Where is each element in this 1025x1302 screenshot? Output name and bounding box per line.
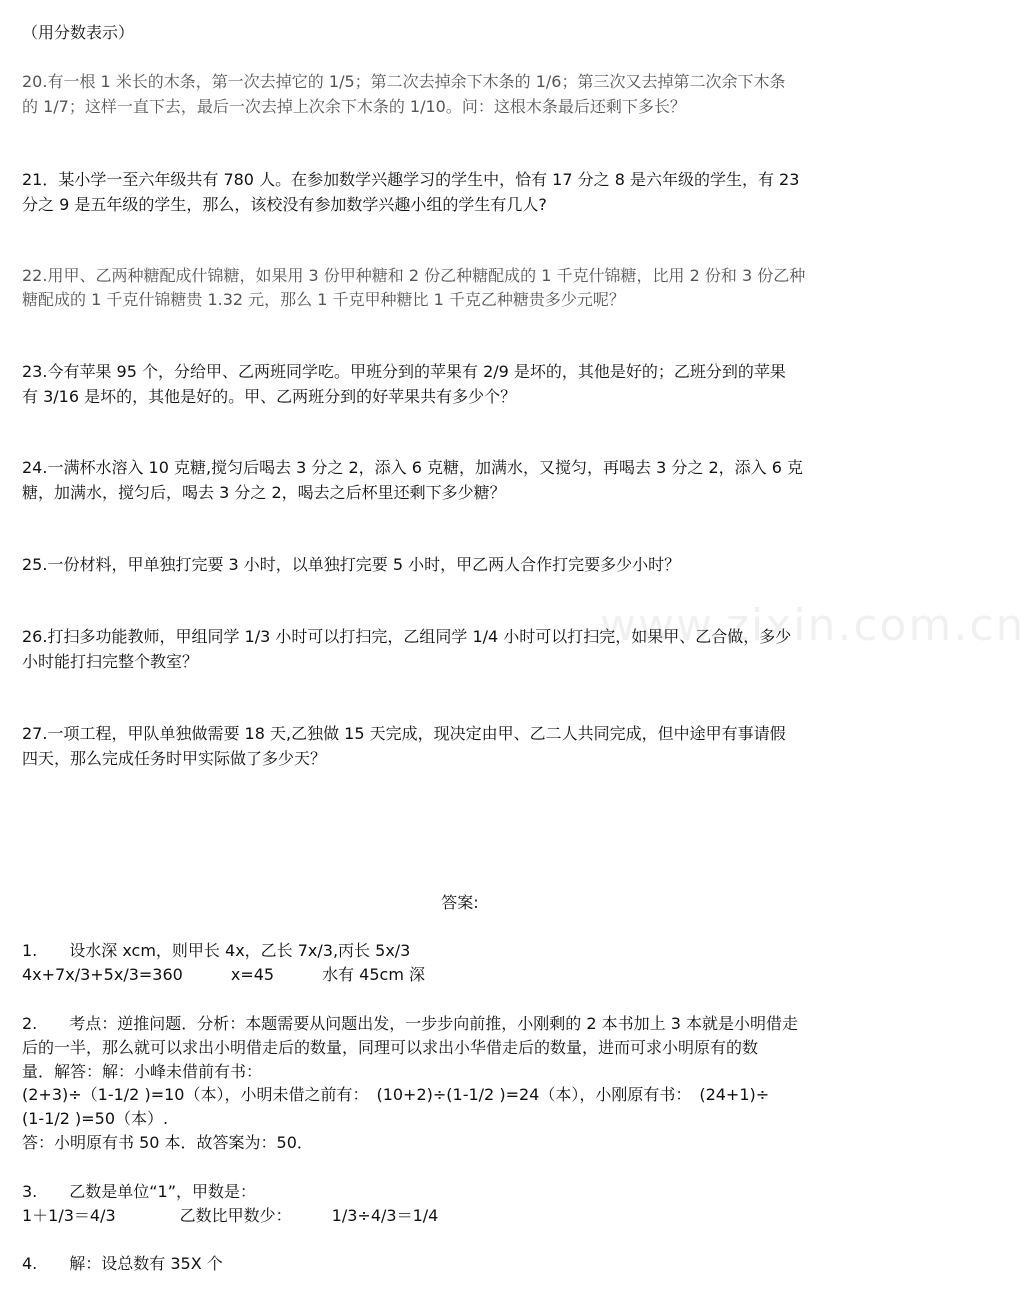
question-line: 有 3/16 是坏的，其他是好的。甲、乙两班分到的好苹果共有多少个？ [22,387,517,406]
page-header: （用分数表示） [22,23,135,42]
answer-line: (1-1/2 )=50（本）. [22,1109,169,1128]
answer-line: 量．解答：解：小峰未借前有书： [22,1062,263,1081]
answer-line: 1. 设水深 xcm，则甲长 4x，乙长 7x/3,丙长 5x/3 [22,941,411,960]
answer-line: 3. 乙数是单位“1”，甲数是： [22,1182,257,1201]
question-line: 糖配成的 1 千克什锦糖贵 1.32 元，那么 1 千克甲种糖比 1 千克乙种糖贵多少元呢？ [22,290,625,309]
answer-line: 答：小明原有书 50 本．故答案为：50． [22,1133,313,1152]
answer-line: 1＋1/3＝4/3 乙数比甲数少： 1/3÷4/3＝1/4 [22,1206,439,1225]
question-line: 20.有一根 1 米长的木条，第一次去掉它的 1/5；第二次去掉余下木条的 1/6；第三次又去掉第二次余下木条 [22,72,786,91]
question-line: 的 1/7；这样一直下去，最后一次去掉上次余下木条的 1/10。问：这根木条最后还剩下多长？ [22,97,686,116]
question-line: 22.用甲、乙两种糖配成什锦糖，如果用 3 份甲种糖和 2 份乙种糖配成的 1 千克什锦糖，比用 2 份和 3 份乙种 [22,266,806,285]
answers-title: 答案: [441,893,479,912]
question-line: 24.一满杯水溶入 10 克糖,搅匀后喝去 3 分之 2，添入 6 克糖，加满水，又搅匀，再喝去 3 分之 2，添入 6 克 [22,458,804,477]
question-line: 糖，加满水，搅匀后，喝去 3 分之 2，喝去之后杯里还剩下多少糖？ [22,483,506,502]
question-line: 27.一项工程，甲队单独做需要 18 天,乙独做 15 天完成，现决定由甲、乙二人共同完成，但中途甲有事请假 [22,724,786,743]
answer-line: (2+3)÷（1-1/2 )=10（本），小明未借之前有： (10+2)÷(1-1/2 )=24（本），小刚原有书： (24+1)÷ [22,1085,770,1104]
question-line: 分之 9 是五年级的学生，那么，该校没有参加数学兴趣小组的学生有几人? [22,195,547,214]
question-line: 25.一份材料，甲单独打完要 3 小时，以单独打完要 5 小时，甲乙两人合作打完要多少小时？ [22,555,681,574]
answer-line: 2. 考点：逆推问题．分析：本题需要从问题出发，一步步向前推，小刚剩的 2 本书加上 3 本就是小明借走 [22,1014,798,1033]
question-line: 23.今有苹果 95 个，分给甲、乙两班同学吃。甲班分到的苹果有 2/9 是坏的，其他是好的；乙班分到的苹果 [22,362,786,381]
answer-line: 后的一半，那么就可以求出小明借走后的数量，同理可以求出小华借走后的数量，进而可求小明原有的数 [22,1038,759,1057]
question-line: 小时能打扫完整个教室？ [22,652,199,671]
answer-line: 4. 解：设总数有 35X 个 [22,1254,223,1273]
answer-line: 4x+7x/3+5x/3=360 x=45 水有 45cm 深 [22,965,425,984]
question-line: 21．某小学一至六年级共有 780 人。在参加数学兴趣学习的学生中，恰有 17 分之 8 是六年级的学生，有 23 [22,170,800,189]
question-line: 26.打扫多功能教师，甲组同学 1/3 小时可以打扫完，乙组同学 1/4 小时可以打扫完，如果甲、乙合做，多少 [22,627,792,646]
watermark: www.zixin.com.cn [600,600,1025,651]
question-line: 四天，那么完成任务时甲实际做了多少天？ [22,749,327,768]
